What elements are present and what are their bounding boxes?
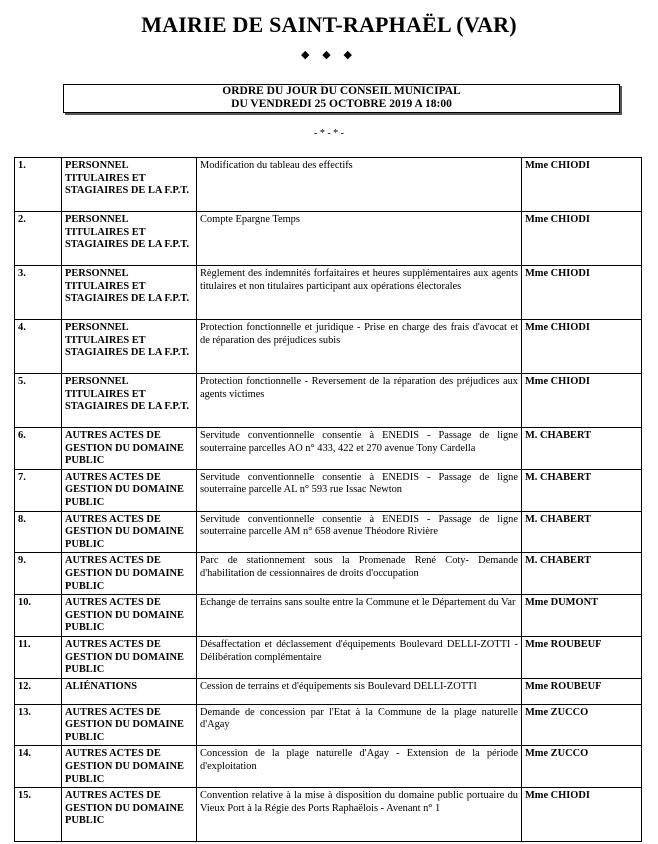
agenda-row — [15, 595, 642, 637]
agenda-row — [15, 553, 642, 595]
agenda-item-rapporteur: Mme CHIODI — [522, 158, 642, 212]
agenda-row — [15, 428, 642, 470]
agenda-item-category: AUTRES ACTES DE GESTION DU DOMAINE PUBLIC — [62, 595, 197, 637]
agenda-item-rapporteur: Mme ROUBEUF — [522, 678, 642, 704]
agenda-row — [15, 158, 642, 212]
agenda-item-object: Convention relative à la mise à disposition du domaine public portuaire du Vieux Port à la Régie des Ports Raphaëlois - Avenant n° 1 — [197, 788, 522, 842]
agenda-row — [15, 320, 642, 374]
agenda-row — [15, 746, 642, 788]
agenda-item-category: PERSONNEL TITULAIRES ET STAGIAIRES DE LA F.P.T. — [62, 212, 197, 266]
agenda-item-object: Concession de la plage naturelle d'Agay - Extension de la période d'exploitation — [197, 746, 522, 788]
agenda-item-object: Servitude conventionnelle consentie à ENEDIS - Passage de ligne souterraine parcelles AO n° 433, 422 et 270 avenue Tony Cardella — [197, 428, 522, 470]
agenda-item-number: 6. — [15, 428, 62, 470]
agenda-item-number: 11. — [15, 636, 62, 678]
agenda-row — [15, 636, 642, 678]
agenda-item-object: Servitude conventionnelle consentie à ENEDIS - Passage de ligne souterraine parcelle AM n° 658 avenue Théodore Rivière — [197, 511, 522, 553]
agenda-item-object: Echange de terrains sans soulte entre la Commune et le Département du Var — [197, 595, 522, 637]
agenda-item-category: AUTRES ACTES DE GESTION DU DOMAINE PUBLIC — [62, 428, 197, 470]
agenda-row — [15, 788, 642, 842]
agenda-item-object: Compte Epargne Temps — [197, 212, 522, 266]
agenda-item-rapporteur: Mme ZUCCO — [522, 704, 642, 746]
agenda-item-category: AUTRES ACTES DE GESTION DU DOMAINE PUBLIC — [62, 553, 197, 595]
agenda-item-number: 7. — [15, 469, 62, 511]
separator: - * - * - — [314, 128, 344, 139]
agenda-item-number: 8. — [15, 511, 62, 553]
agenda-row — [15, 374, 642, 428]
agenda-item-object: Servitude conventionnelle consentie à ENEDIS - Passage de ligne souterraine parcelle AL n° 593 rue Issac Newton — [197, 469, 522, 511]
agenda-item-rapporteur: M. CHABERT — [522, 428, 642, 470]
agenda-item-number: 10. — [15, 595, 62, 637]
agenda-item-category: AUTRES ACTES DE GESTION DU DOMAINE PUBLIC — [62, 746, 197, 788]
agenda-item-object: Désaffectation et déclassement d'équipements Boulevard DELLI-ZOTTI - Délibération complémentaire — [197, 636, 522, 678]
diamond-ornament: ◆ ◆ ◆ — [301, 49, 357, 61]
agenda-item-rapporteur: Mme ZUCCO — [522, 746, 642, 788]
agenda-item-category: AUTRES ACTES DE GESTION DU DOMAINE PUBLIC — [62, 636, 197, 678]
agenda-item-number: 5. — [15, 374, 62, 428]
agenda-table — [14, 157, 642, 842]
agenda-item-category: PERSONNEL TITULAIRES ET STAGIAIRES DE LA F.P.T. — [62, 158, 197, 212]
agenda-item-rapporteur: Mme ROUBEUF — [522, 636, 642, 678]
agenda-row — [15, 678, 642, 704]
agenda-item-number: 3. — [15, 266, 62, 320]
agenda-item-rapporteur: Mme CHIODI — [522, 788, 642, 842]
agenda-item-category: ALIÉNATIONS — [62, 678, 197, 704]
agenda-title-line1: ORDRE DU JOUR DU CONSEIL MUNICIPAL — [222, 85, 461, 97]
agenda-item-object: Modification du tableau des effectifs — [197, 158, 522, 212]
agenda-item-number: 1. — [15, 158, 62, 212]
agenda-item-category: PERSONNEL TITULAIRES ET STAGIAIRES DE LA F.P.T. — [62, 374, 197, 428]
agenda-item-object: Protection fonctionnelle - Reversement de la réparation des préjudices aux agents victimes — [197, 374, 522, 428]
agenda-row — [15, 704, 642, 746]
page-title: MAIRIE DE SAINT-RAPHAËL (VAR) — [141, 12, 517, 37]
agenda-item-number: 15. — [15, 788, 62, 842]
agenda-item-rapporteur: M. CHABERT — [522, 511, 642, 553]
agenda-item-number: 4. — [15, 320, 62, 374]
agenda-item-category: AUTRES ACTES DE GESTION DU DOMAINE PUBLIC — [62, 469, 197, 511]
agenda-row — [15, 469, 642, 511]
agenda-row — [15, 212, 642, 266]
agenda-title-line2: DU VENDREDI 25 OCTOBRE 2019 A 18:00 — [231, 98, 452, 110]
agenda-item-rapporteur: Mme CHIODI — [522, 212, 642, 266]
agenda-item-number: 2. — [15, 212, 62, 266]
agenda-item-object: Règlement des indemnités forfaitaires et heures supplémentaires aux agents titulaires et non titulaires participant aux opérations électorales — [197, 266, 522, 320]
agenda-item-number: 14. — [15, 746, 62, 788]
agenda-item-number: 12. — [15, 678, 62, 704]
agenda-item-category: AUTRES ACTES DE GESTION DU DOMAINE PUBLIC — [62, 704, 197, 746]
agenda-title-box — [63, 84, 620, 113]
agenda-item-rapporteur: Mme DUMONT — [522, 595, 642, 637]
agenda-item-category: PERSONNEL TITULAIRES ET STAGIAIRES DE LA F.P.T. — [62, 320, 197, 374]
agenda-row — [15, 266, 642, 320]
agenda-item-rapporteur: M. CHABERT — [522, 553, 642, 595]
agenda-body — [15, 158, 642, 842]
agenda-item-object: Cession de terrains et d'équipements sis Boulevard DELLI-ZOTTI — [197, 678, 522, 704]
agenda-item-rapporteur: Mme CHIODI — [522, 266, 642, 320]
agenda-item-rapporteur: Mme CHIODI — [522, 320, 642, 374]
agenda-item-category: AUTRES ACTES DE GESTION DU DOMAINE PUBLIC — [62, 788, 197, 842]
agenda-item-rapporteur: M. CHABERT — [522, 469, 642, 511]
agenda-item-object: Parc de stationnement sous la Promenade René Coty- Demande d'habilitation de cessionnaires de droits d'occupation — [197, 553, 522, 595]
agenda-item-object: Demande de concession par l'Etat à la Commune de la plage naturelle d'Agay — [197, 704, 522, 746]
agenda-item-category: PERSONNEL TITULAIRES ET STAGIAIRES DE LA F.P.T. — [62, 266, 197, 320]
agenda-row — [15, 511, 642, 553]
agenda-item-rapporteur: Mme CHIODI — [522, 374, 642, 428]
agenda-item-number: 9. — [15, 553, 62, 595]
agenda-item-number: 13. — [15, 704, 62, 746]
agenda-item-category: AUTRES ACTES DE GESTION DU DOMAINE PUBLIC — [62, 511, 197, 553]
agenda-item-object: Protection fonctionnelle et juridique - Prise en charge des frais d'avocat et de réparation des préjudices subis — [197, 320, 522, 374]
